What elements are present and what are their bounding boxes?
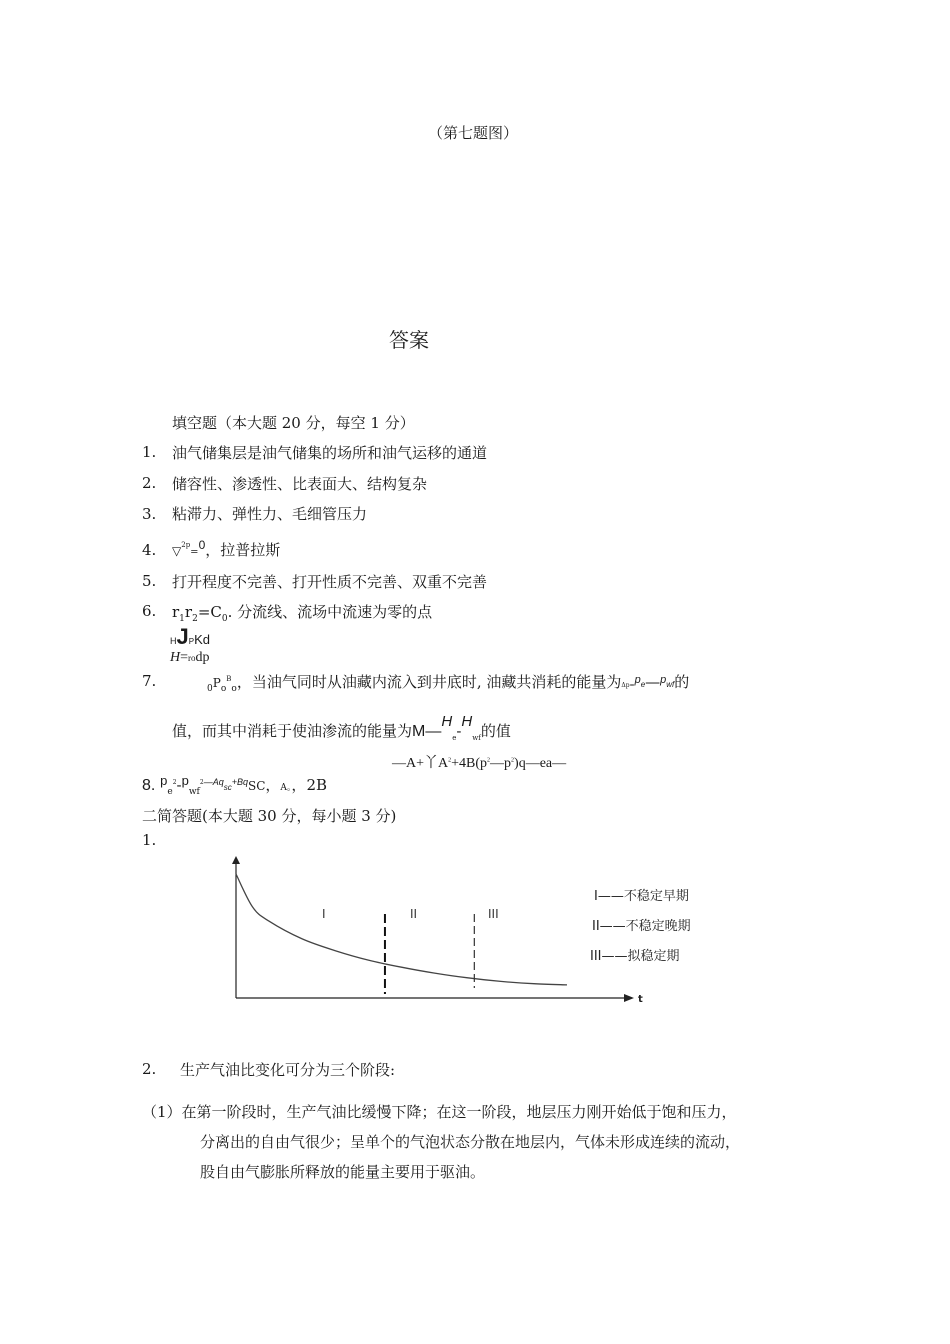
dot: 。: [286, 783, 292, 793]
page-title: 答案: [389, 328, 429, 352]
sub-0: 0: [207, 684, 213, 694]
formula-part: —p: [490, 756, 512, 771]
sub-e: e: [167, 787, 173, 797]
sup-b: B: [226, 675, 232, 683]
dash: -: [176, 776, 182, 794]
h-e: H: [441, 713, 453, 730]
x-axis-label: t: [638, 994, 643, 1005]
comma: ，: [265, 776, 281, 794]
answer-item-2: 储容性、渗透性、比表面大、结构复杂: [172, 475, 428, 493]
kd-letters: Kd: [194, 632, 210, 647]
subscript: 1: [179, 614, 185, 624]
j-letter: J: [176, 624, 189, 649]
pe-sub: e: [640, 680, 646, 689]
rhs: —Aq: [203, 777, 224, 787]
comma: ，: [291, 776, 307, 794]
sup: 2: [448, 757, 452, 764]
item-number: 2.: [142, 474, 157, 492]
legend-item-3: III——拟稳定期: [590, 949, 680, 964]
sub-o: o: [220, 684, 227, 694]
answer-item-7: [207, 671, 689, 694]
answer-text: 2B: [306, 776, 328, 794]
dash: —: [645, 673, 661, 691]
sup-2: 2: [172, 779, 177, 786]
formula-part: +4B(p: [451, 756, 488, 771]
answer-q2-para1-line3: 股自由气膨胀所释放的能量主要用于驱油。: [200, 1163, 486, 1181]
pressure-derivative-chart: [222, 852, 691, 1012]
h-italic: H: [170, 650, 181, 665]
answer-item-5: 打开程度不完善、打开性质不完善、双重不完善: [172, 573, 488, 591]
h-wf: H: [461, 713, 473, 730]
pwf: p: [660, 674, 667, 686]
region-label-3: III: [488, 907, 499, 921]
subscript: 2: [192, 614, 198, 624]
pe: p: [160, 773, 168, 788]
sub-wf: wf: [472, 734, 481, 742]
answer-text: . 分流线、流场中流速为零的点: [227, 603, 433, 621]
item-number: 6.: [142, 602, 157, 620]
dp: dp: [195, 650, 210, 665]
answer-item-7-line2: [172, 713, 511, 742]
superscript: 2p: [181, 541, 191, 549]
formula-part: —A+丫A: [392, 756, 449, 771]
a-letter: A: [280, 783, 287, 793]
sc: SC: [247, 779, 266, 793]
item-number: 5.: [142, 572, 157, 590]
sup: 2: [487, 757, 491, 764]
x-axis-arrow: [624, 994, 634, 1002]
answer-q2-para1-line2: 分离出的自由气很少；呈单个的气泡状态分散在地层内，气体未形成连续的流动，: [200, 1133, 741, 1151]
equals: =: [180, 650, 189, 665]
sub-sc: sc: [223, 783, 232, 792]
sup: 2: [511, 757, 515, 764]
answer-text: 值，而其中消耗于使油渗流的能量为: [172, 722, 413, 740]
answer-q2-para1-line1: （1）在第一阶段时，生产气油比缓慢下降；在这一阶段，地层压力刚开始低于饱和压力，: [142, 1103, 737, 1121]
r2: r: [184, 603, 193, 621]
item-number: 7.: [142, 672, 157, 690]
pwf: p: [181, 773, 189, 788]
sub-wf: wf: [188, 787, 200, 797]
curve-line: [236, 874, 567, 985]
h-letter: H: [170, 636, 177, 646]
nabla-symbol: ▽: [172, 544, 182, 558]
item-number: 8.: [142, 777, 156, 794]
answer-item-3: 粘滞力、弹性力、毛细管压力: [172, 505, 368, 523]
answer-item-8: [142, 773, 327, 797]
p-letter: P: [188, 637, 195, 646]
answer-text: 的: [674, 673, 690, 691]
pe: p: [634, 674, 641, 686]
m-dash: M—: [412, 723, 442, 740]
ro-sub: ro: [188, 653, 196, 663]
legend-item-1: I——不稳定早期: [594, 889, 689, 904]
p-letter: P: [212, 676, 221, 690]
delta-p: Δp=: [621, 682, 635, 689]
section1-heading: 填空题（本大题 20 分，每空 1 分）: [172, 414, 415, 432]
item-number: 4.: [142, 541, 157, 559]
figure-caption: （第七题图）: [428, 124, 519, 142]
answer-item-4: [172, 538, 280, 560]
item-number: 2.: [142, 1060, 157, 1078]
equals-c: =C: [197, 603, 222, 621]
region-label-1: I: [322, 907, 326, 921]
formula-h-top: [170, 624, 210, 650]
item-number: 3.: [142, 505, 157, 523]
item-number: 1.: [142, 443, 157, 461]
dash: -: [456, 722, 462, 740]
answer-text: ，当油气同时从油藏内流入到井底时, 油藏共消耗的能量为: [236, 673, 622, 691]
legend-item-2: II——不稳定晚期: [592, 919, 691, 934]
item-number: 1.: [142, 831, 157, 849]
y-axis-arrow: [232, 856, 240, 864]
formula-h-bottom: [170, 650, 210, 666]
r1: r: [172, 603, 180, 621]
subscript: 0: [221, 614, 228, 624]
sup-2: 2: [199, 779, 204, 786]
answer-q2-intro: 生产气油比变化可分为三个阶段:: [180, 1061, 396, 1079]
sub-e: e: [452, 734, 457, 742]
answer-text: ，拉普拉斯: [205, 541, 281, 559]
answer-item-6: [172, 601, 432, 624]
formula-part: )q—ea—: [514, 756, 567, 771]
region-label-2: II: [410, 907, 418, 921]
zero: 0: [198, 538, 206, 552]
sub-o: o: [231, 684, 237, 694]
equals: =: [190, 547, 199, 558]
pwf-sub: wf: [666, 680, 675, 689]
formula-quadratic: [392, 752, 566, 772]
answer-item-1: 油气储集层是油气储集的场所和油气运移的通道: [172, 444, 488, 462]
rhs: +Bq: [231, 777, 248, 787]
section2-heading: 二简答题(本大题 30 分，每小题 3 分): [142, 807, 397, 825]
answer-text: 的值: [480, 722, 511, 740]
